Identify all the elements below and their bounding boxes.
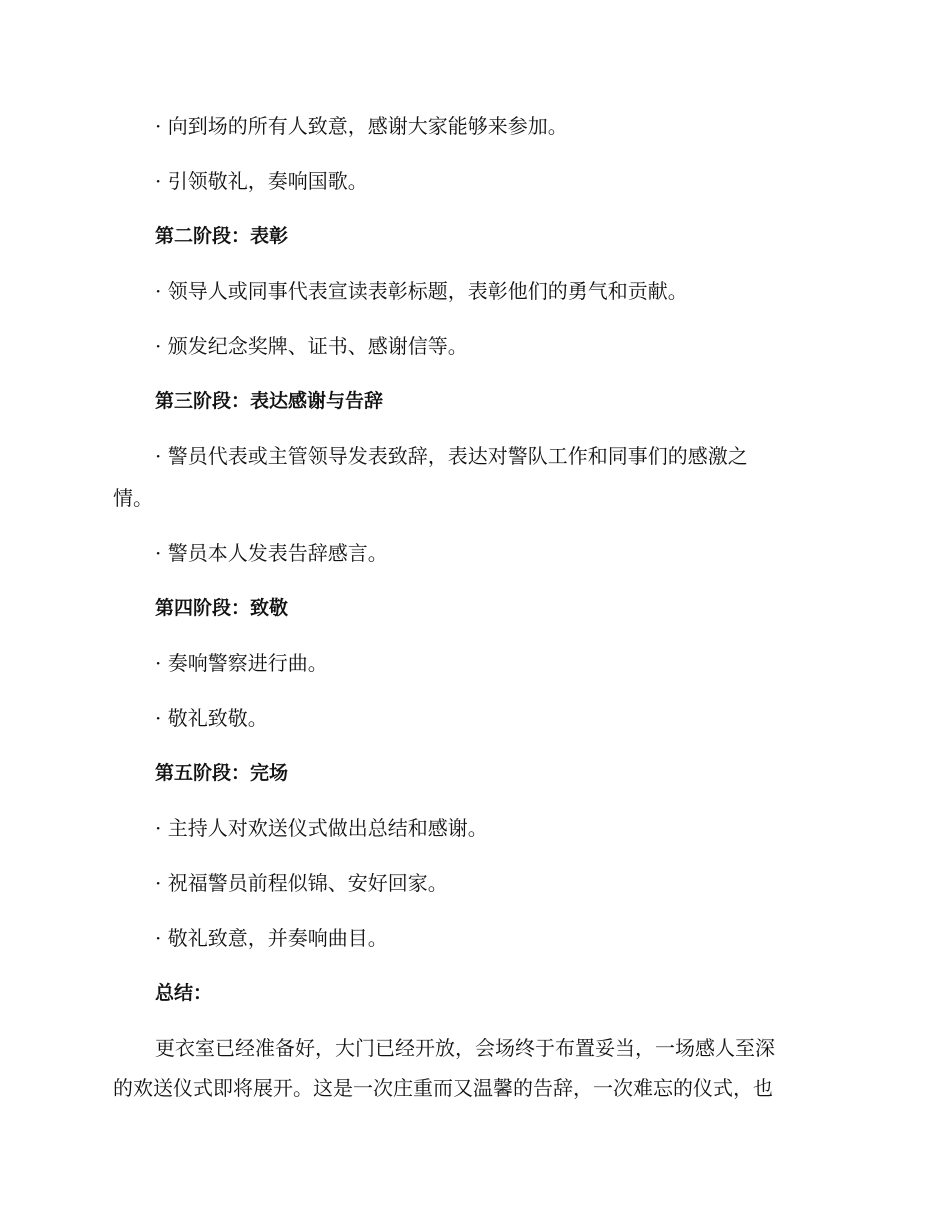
bullet-item: · 奏响警察进行曲。 [155,651,328,675]
bullet-item: · 颁发纪念奖牌、证书、感谢信等。 [155,334,468,358]
section-heading: 总结： [155,982,213,1004]
paragraph-line: 更衣室已经准备好，大门已经开放，会场终于布置妥当，一场感人至深 [155,1036,775,1060]
bullet-item: · 敬礼致敬。 [155,706,268,730]
section-heading: 第五阶段：完场 [155,762,289,784]
bullet-item: · 警员本人发表告辞感言。 [155,541,388,565]
bullet-item: · 祝福警员前程似锦、安好回家。 [155,871,448,895]
bullet-item: · 引领敬礼，奏响国歌。 [155,169,368,193]
bullet-item: · 主持人对欢送仪式做出总结和感谢。 [155,816,488,840]
section-heading: 第四阶段：致敬 [155,597,289,619]
bullet-item: · 敬礼致意，并奏响曲目。 [155,926,388,950]
bullet-item-continuation: 情。 [113,486,153,510]
bullet-item: · 警员代表或主管领导发表致辞，表达对警队工作和同事们的感激之 [155,444,748,468]
paragraph-line: 的欢送仪式即将展开。这是一次庄重而又温馨的告辞，一次难忘的仪式，也 [113,1076,773,1100]
bullet-item: · 向到场的所有人致意，感谢大家能够来参加。 [155,114,568,138]
bullet-item: · 领导人或同事代表宣读表彰标题，表彰他们的勇气和贡献。 [155,279,688,303]
section-heading: 第二阶段：表彰 [155,225,289,247]
section-heading: 第三阶段：表达感谢与告辞 [155,390,384,412]
